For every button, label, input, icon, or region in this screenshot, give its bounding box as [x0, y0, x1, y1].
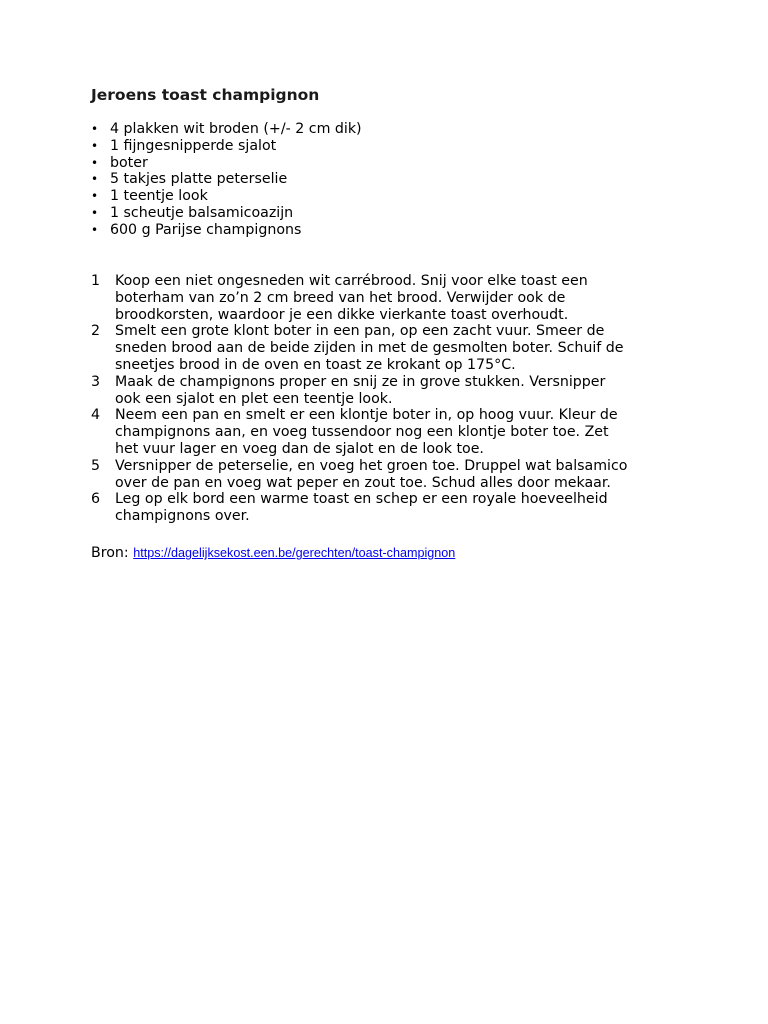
step-text-line: het vuur lager en voeg dan de sjalot en de look toe.: [115, 440, 484, 457]
instruction-list: [91, 273, 691, 525]
step-text-line: ook een sjalot en plet een teentje look.: [115, 390, 393, 407]
step-text-line: broodkorsten, waardoor je een dikke vierkante toast overhoudt.: [115, 306, 569, 323]
list-item: [91, 188, 362, 205]
bullet-icon: •: [91, 189, 99, 204]
list-item: [91, 155, 362, 172]
list-item: [91, 205, 362, 222]
step-text-line: sneden brood aan de beide zijden in met de gesmolten boter. Schuif de: [115, 340, 624, 357]
step-text-line: Smelt een grote klont boter in een pan, op een zacht vuur. Smeer de: [115, 323, 605, 340]
list-item: [91, 138, 362, 155]
step-number: 4: [91, 407, 101, 424]
ingredient-text: 1 scheutje balsamicoazijn: [110, 204, 294, 221]
source-label: Bron:: [91, 545, 129, 561]
step-text-line: Koop een niet ongesneden wit carrébrood. Snij voor elke toast een: [115, 273, 588, 289]
step-number: 1: [91, 273, 101, 289]
bullet-icon: •: [91, 222, 99, 237]
instruction-step: [91, 458, 691, 492]
step-text-line: champignons aan, en voeg tussendoor nog een klontje boter toe. Zet: [115, 424, 609, 441]
instruction-step: [91, 273, 691, 323]
bullet-icon: •: [91, 205, 99, 220]
ingredient-text: 1 fijngesnipperde sjalot: [110, 137, 277, 154]
source-link[interactable]: https://dagelijksekost.een.be/gerechten/toast-champignon: [133, 546, 456, 560]
ingredient-text: 600 g Parijse champignons: [110, 221, 302, 238]
instruction-step: [91, 374, 691, 408]
recipe-title: Jeroens toast champignon: [91, 86, 320, 104]
step-text-line: sneetjes brood in de oven en toast ze krokant op 175°C.: [115, 356, 516, 373]
bullet-icon: •: [91, 138, 99, 153]
source-line: [91, 544, 455, 562]
instruction-step: [91, 323, 691, 373]
ingredient-list: [91, 121, 362, 239]
ingredient-text: boter: [110, 154, 148, 171]
bullet-icon: •: [91, 155, 99, 170]
ingredient-text: 1 teentje look: [110, 188, 208, 205]
step-text-line: boterham van zo’n 2 cm breed van het brood. Verwijder ook de: [115, 289, 566, 306]
step-number: 5: [91, 457, 101, 474]
step-text-line: Versnipper de peterselie, en voeg het groen toe. Druppel wat balsamico: [115, 457, 628, 474]
bullet-icon: •: [91, 122, 99, 136]
list-item: [91, 171, 362, 188]
ingredient-text: 5 takjes platte peterselie: [110, 171, 288, 188]
step-text-line: Leg op elk bord een warme toast en schep er een royale hoeveelheid: [115, 491, 608, 508]
step-number: 6: [91, 491, 101, 508]
step-text-line: over de pan en voeg wat peper en zout toe. Schud alles door mekaar.: [115, 474, 611, 491]
ingredient-text: 4 plakken wit broden (+/- 2 cm dik): [110, 121, 362, 137]
instruction-step: [91, 407, 691, 457]
step-text-line: champignons over.: [115, 508, 250, 525]
list-item: [91, 222, 362, 239]
step-text-line: Maak de champignons proper en snij ze in grove stukken. Versnipper: [115, 373, 606, 390]
instruction-step: [91, 491, 691, 525]
step-number: 2: [91, 323, 101, 340]
list-item: [91, 121, 362, 138]
step-text-line: Neem een pan en smelt er een klontje boter in, op hoog vuur. Kleur de: [115, 407, 618, 424]
bullet-icon: •: [91, 172, 99, 187]
step-number: 3: [91, 373, 101, 390]
